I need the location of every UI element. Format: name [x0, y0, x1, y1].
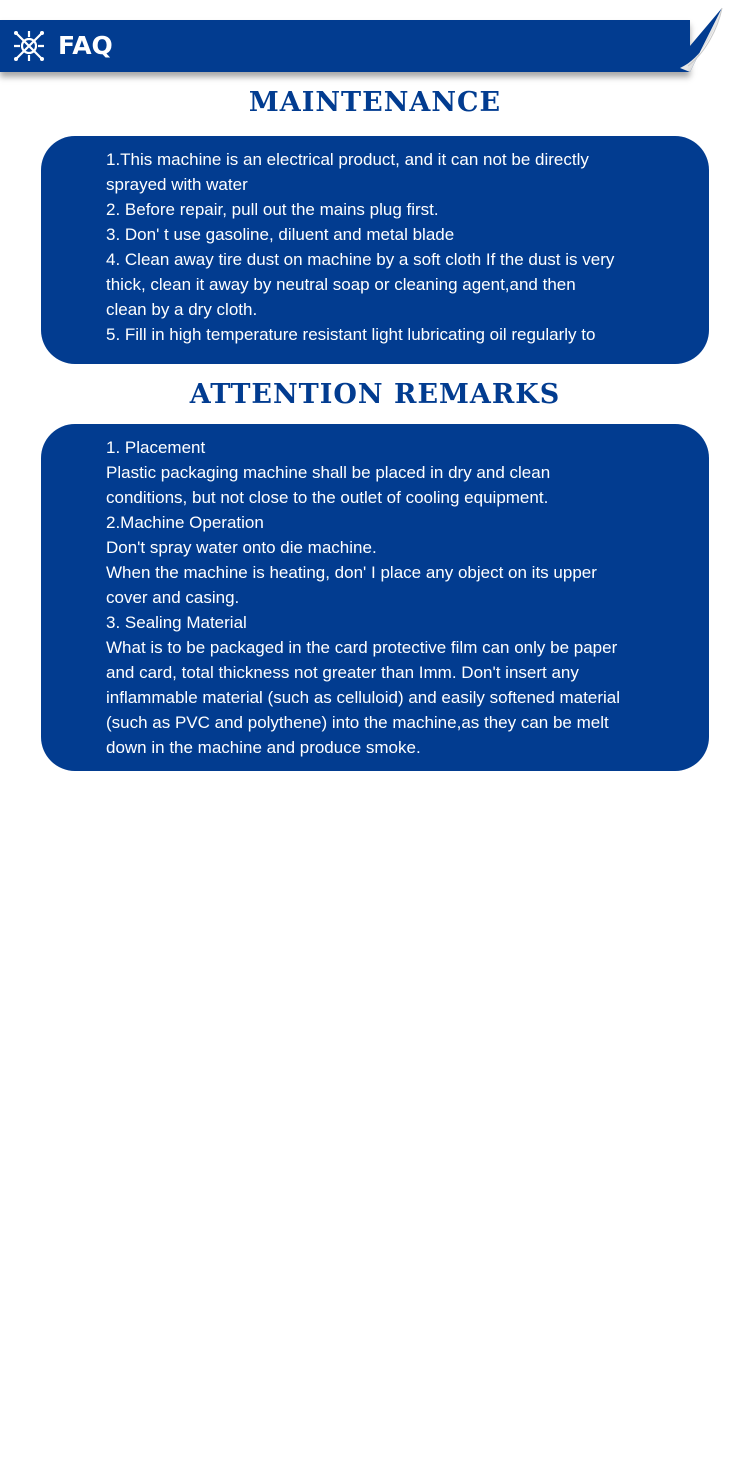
attention-line: and card, total thickness not greater than Imm. Don't insert any [106, 663, 579, 682]
page-curl-decoration [660, 0, 750, 80]
attention-remarks-heading: ATTENTION REMARKS [189, 379, 561, 410]
attention-line: What is to be packaged in the card protective film can only be paper [106, 638, 618, 657]
maintenance-line: 4. Clean away tire dust on machine by a soft cloth If the dust is very [106, 250, 615, 269]
attention-line: down in the machine and produce smoke. [106, 738, 421, 757]
attention-line: (such as PVC and polythene) into the machine,as they can be melt [106, 713, 609, 732]
attention-remarks-panel [41, 424, 709, 771]
attention-line: 2.Machine Operation [106, 513, 264, 532]
maintenance-line: 3. Don' t use gasoline, diluent and metal blade [106, 225, 455, 244]
knot-logo-icon [12, 29, 46, 63]
maintenance-line: sprayed with water [106, 175, 248, 194]
maintenance-line: 1.This machine is an electrical product, and it can not be directly [106, 150, 589, 169]
faq-title: FAQ [58, 31, 113, 60]
attention-line: 1. Placement [106, 438, 206, 457]
maintenance-text [106, 147, 666, 347]
maintenance-heading: MAINTENANCE [248, 87, 502, 118]
maintenance-line: clean by a dry cloth. [106, 300, 258, 319]
maintenance-line: 2. Before repair, pull out the mains plug first. [106, 200, 439, 219]
attention-line: Plastic packaging machine shall be placed in dry and clean [106, 463, 551, 482]
maintenance-panel [41, 136, 709, 364]
attention-line: conditions, but not close to the outlet of cooling equipment. [106, 488, 549, 507]
maintenance-line: 5. Fill in high temperature resistant light lubricating oil regularly to [106, 325, 596, 344]
attention-line: 3. Sealing Material [106, 613, 247, 632]
attention-line: cover and casing. [106, 588, 240, 607]
attention-line: Don't spray water onto die machine. [106, 538, 377, 557]
faq-banner [0, 20, 690, 72]
attention-remarks-text [106, 435, 666, 760]
maintenance-line: thick, clean it away by neutral soap or cleaning agent,and then [106, 275, 576, 294]
attention-line: When the machine is heating, don' I place any object on its upper [106, 563, 597, 582]
attention-line: inflammable material (such as celluloid) and easily softened material [106, 688, 621, 707]
